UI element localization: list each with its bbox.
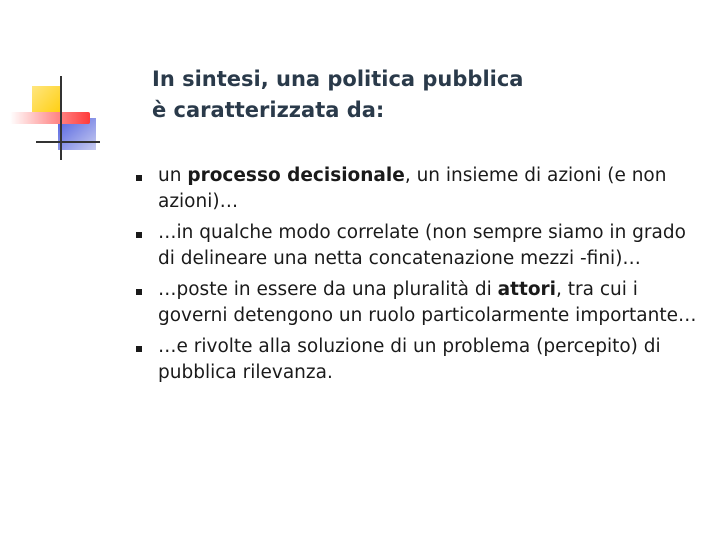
logo-red-bar	[10, 112, 90, 124]
bullet-square-icon	[136, 232, 142, 238]
bullet-list	[136, 163, 706, 391]
bullet-text: , un insieme di azioni (e non azioni)…	[158, 165, 667, 212]
bullet-item	[136, 163, 706, 215]
bullet-item	[136, 334, 706, 386]
bullet-text: …poste in essere da una pluralità di	[158, 279, 498, 300]
bullet-item	[136, 220, 706, 272]
decorative-logo	[0, 0, 110, 170]
bullet-square-icon	[136, 175, 142, 181]
bullet-bold-text: attori	[497, 279, 557, 300]
slide-title-line-1: In sintesi, una politica pubblica	[152, 67, 524, 91]
bullet-item	[136, 277, 706, 329]
bullet-text: …in qualche modo correlate (non sempre siamo in grado di delineare una netta concatenazione mezzi -fini)…	[158, 222, 686, 269]
bullet-square-icon	[136, 346, 142, 352]
bullet-text: , tra cui i governi detengono un ruolo particolarmente importante…	[158, 279, 697, 326]
bullet-bold-text: processo decisionale	[187, 165, 405, 186]
bullet-square-icon	[136, 289, 142, 295]
bullet-text: …e rivolte alla soluzione di un problema (percepito) di pubblica rilevanza.	[158, 336, 661, 383]
bullet-text: un	[158, 165, 188, 186]
slide-title	[152, 64, 692, 126]
slide-title-line-2: è caratterizzata da:	[152, 98, 385, 122]
